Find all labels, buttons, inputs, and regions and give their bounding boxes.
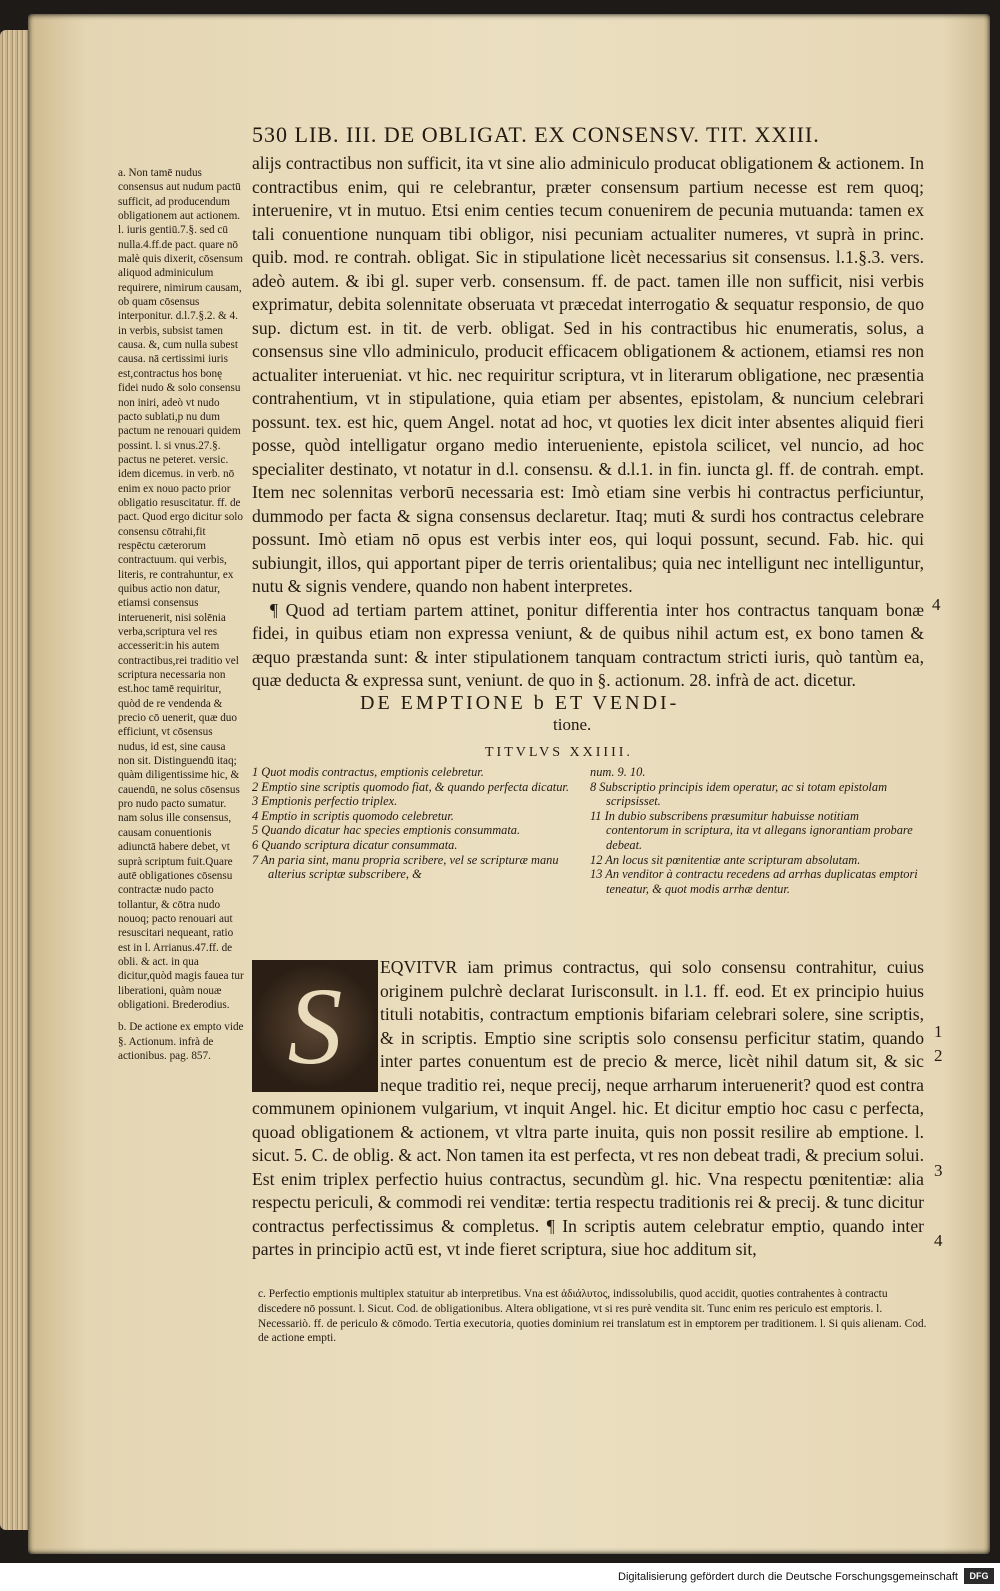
paragraph: alijs contractibus non sufficit, ita vt sine alio adminiculo producat obligationem & actionem. In contractibus enim, qui re celebrantur, præter consensum partium necesse est rem quoq; interuenire, vt in mutuo. Etsi enim centies tecum conuenirem de pecunia mutuanda: tamen ex tali conuentione nunquam tibi obligor, nisi pecuniam actualiter numeres, vt suprà in princ. quib. mod. re contrah. obligat. Sic in stipulatione licèt necessarius sit consensus. l.1.§.3. vers. adeò autem. & ibi gl. super verb. consensum. ff. de pact. tamen ille non sufficit, nisi verbis exprimatur, debita solennitate obseruata vt præcedat interrogatio & sequatur responsio, de quo sup. dictum est. in tit. de verb. obligat. Sed in his contractibus hic enumeratis, solus, a consensus sine vllo adminiculo, producit efficacem obligationem & actionem, etiamsi res non actualiter interueniat. vt hic. nec requiritur scriptura, vt in literarum obligatione, nec præsentia contrahentium, vt in stipulatione, quia etiam per absentes, epistolam, & nuncium celebrari possunt. tex. est hic, quem Angel. notat ad hoc, vt quoties lex dicit inter absentes aliquid fieri posse, quòd intelligatur organo medio interueniente, epistola scilicet, vel nuncio, ad hoc specialiter destinato, vt notatur in d.l. consensu. & d.l.1. in fin. iuncta gl. ff. de contrah. empt. Item nec solennitas verborū necessaria est: Imò etiam sine verbis hi contractus perficiuntur, dummodo per facta & signa consensus declaretur. Itaq; muti & surdi hos contractus celebrare possunt. Imò etiam nō opus est verbis inter eos, qui loqui possunt, secund. Fab. hic. qui subiungit, illos, qui apportant piper de terris orientalibus; quia nec intelligunt nec intelliguntur, nutu & signis vendere, quando non habent interpretes. xyxy=(252,153,924,596)
summary-col-right xyxy=(590,765,920,896)
summary-item: 7 An paria sint, manu propria scribere, vel se scripturæ manu alterius scriptæ subscribere, & xyxy=(252,852,559,882)
paragraph: ¶ Quod ad tertiam partem attinet, ponitur differentia inter hos contractus tanquam bonæ fidei, in quibus etiam non expressa veniunt, & de quibus nihil actum est, ex bono tamen & æquo præstanda sunt: & inter stipulationem tanquam contractum stricti iuris, quò tantùm ea, quæ deducta & expressa sunt, veniunt. de quo in §. actionum. 28. infrà de act. dicetur. xyxy=(252,599,924,690)
summary-item: 13 An venditor à contractu recedens ad arrhas duplicatas emptori teneatur, & quot modis arrhæ dentur. xyxy=(590,867,918,896)
titulus-heading: TITVLVS XXIIII. xyxy=(485,745,633,760)
summary-item: 6 Quando scriptura dicatur consummata. xyxy=(252,837,458,852)
summary-item: 5 Quando dicatur hac species emptionis consummata. xyxy=(252,823,521,838)
summary-item: 11 In dubio subscribens præsumitur habuisse notitiam contentorum in scriptura, ita vt allegans ignorantiam probare debeat. xyxy=(590,808,913,852)
summary-item: 4 Emptio in scriptis quomodo celebretur. xyxy=(252,808,454,823)
summary-item: 2 Emptio sine scriptis quomodo fiat, & quando perfecta dicatur. xyxy=(252,779,569,794)
side-number: 1 xyxy=(934,1022,943,1041)
credit-text: Digitalisierung gefördert durch die Deutsche Forschungsgemeinschaft xyxy=(618,1571,958,1583)
body-text-bottom xyxy=(252,956,924,1262)
side-number: 2 xyxy=(934,1046,943,1065)
side-number: 4 xyxy=(932,595,941,614)
summary-item: 8 Subscriptio principis idem operatur, ac si totam epistolam scripsisset. xyxy=(590,779,888,809)
summary-item: num. 9. 10. xyxy=(590,765,646,779)
summary-item: 12 An locus sit pœnitentiæ ante scripturam absolutam. xyxy=(590,852,861,867)
body-text-top xyxy=(252,152,924,693)
dfg-logo: DFG xyxy=(964,1568,994,1584)
initial-letter: S xyxy=(287,964,343,1087)
section-subtitle: tione. xyxy=(553,715,592,734)
margin-note-a xyxy=(118,166,244,1063)
side-number: 4 xyxy=(934,1231,943,1250)
margin-note-text: a. Non tamē nudus consensus aut nudum pactū sufficit, ad producendum obligationem aut actionem. l. iuris gentiū.7.§. sed cū nulla.4.ff.de pact. quare nō malè quis dixerit, cōsensum aliquod adminiculum requirere, nimirum causam, ob quam cōsensus interponitur. d.l.7.§.2. & 4. in verbis, subsist tamen causa. &, cum nulla subest causa. nā certissimi iuris est,contractus hos bonę fidei nudo & solo consensu non iniri, adeò vt nudo pacto sublati,p nu dum pactum ne renouari quidem possint. l. si vnus.27.§. pactus ne peteret. versic. idem dicemus. in verb. nō enim ex nouo pacto prior obligatio resuscitatur. ff. de pact. Quod ergo dicitur solo consensu cōtrahi,fit respēctu cæterorum contractuum. qui verbis, literis, re contrahuntur, ex quibus actio non datur, etiamsi consensus interuenerit, nisi solēnia verba,scriptura vel res accesserit:in his autem contractibus,rei traditio vel scriptura necessaria non est.hoc tamē requiritur, quòd de re vendenda & precio cō uenerit, quæ duo efficiunt, vt cōsensus nudus, id est, sine causa non sit. Distinguendū itaq; quàm diligentissime hic, & cauendū, ne solus cōsensus pro nudo pacto sumatur. nam solus ille consensus, causam conuentionis adiunctā habere debet, vt suprà scriptum fuit.Quare autē obligationes cōsensu contractæ nudo pacto tollantur, & cōtra nudo nouoq; pacto renouari aut resuscitari nequeant, ratio est in l. Arrianus.47.ff. de obli. & act. in qua dicitur,quòd magis fauea tur liberationi, quàm nouæ obligationi. Brederodius. xyxy=(118,167,244,1011)
footnote: c. Perfectio emptionis multiplex statuitur ab interpretibus. Vna est ἀδιάλυτος, indissolubilis, quod accidit, quoties contrahentes à contractu discedere nō possunt. l. Sicut. Cod. de obligationibus. Altera obligatione, vt si res purè vendita sit. Tunc enim res periculo est emptoris. l. Necessariò. ff. de periculo & cōmodo. Tertia executoria, quoties dominium rei translatum est in emptorem per traditionem. l. Si quis alienam. Cod. de actione empti. xyxy=(258,1288,927,1345)
running-header: 530 LIB. III. DE OBLIGAT. EX CONSENSV. TIT. XXIII. xyxy=(252,122,820,147)
section-title: DE EMPTIONE b ET VENDI- xyxy=(360,692,680,714)
summary-item: 1 Quot modis contractus, emptionis celebretur. xyxy=(252,765,484,779)
dropcap-spacer xyxy=(252,956,380,1088)
margin-note-b: b. De actione ex empto vide §. Actionum. infrà de actionibus. pag. 857. xyxy=(118,1021,244,1062)
paragraph: EQVITVR iam primus contractus, qui solo consensu contrahitur, cuius originem pulchrè declarat Iurisconsult. in l.1. ff. eod. Et ex principio huius tituli notabitis, contractum emptionis bifariam celebrari solere, sine scriptis, & in scriptis. Emptio sine scriptis solo consensu perficitur statim, quando inter partes conuentum est de precio & merce, licèt nihil datum sit, & sic neque traditio rei, neque precij, neque arrharum interuenerit? quod est contra communem opinionem vulgarium, vt inquit Angel. hic. Et dicitur emptio hoc casu c perfecta, quoad obligationem & actionem, vt vltra parte inuita, quis non possit resilire ab emptione. l. sicut. 5. C. de oblig. & act. Non tamen ita est perfecta, vt res non debeat tradi, & precium solui. Est enim triplex perfectio huius contractus, secundùm gl. hic. Vna respectu pœnitentiæ: alia respectu periculi, & commodi rei venditæ: tertia respectu traditionis rei & precij. & tunc dicitur contractus perfectissimus & completus. ¶ In scriptis autem celebratur emptio, quando inter partes in principio actū est, vt inde fieret scriptura, siue hoc additum sit, xyxy=(252,957,924,1259)
summary-col-left xyxy=(252,765,582,882)
side-number: 3 xyxy=(934,1161,943,1180)
summary-item: 3 Emptionis perfectio triplex. xyxy=(252,794,398,809)
